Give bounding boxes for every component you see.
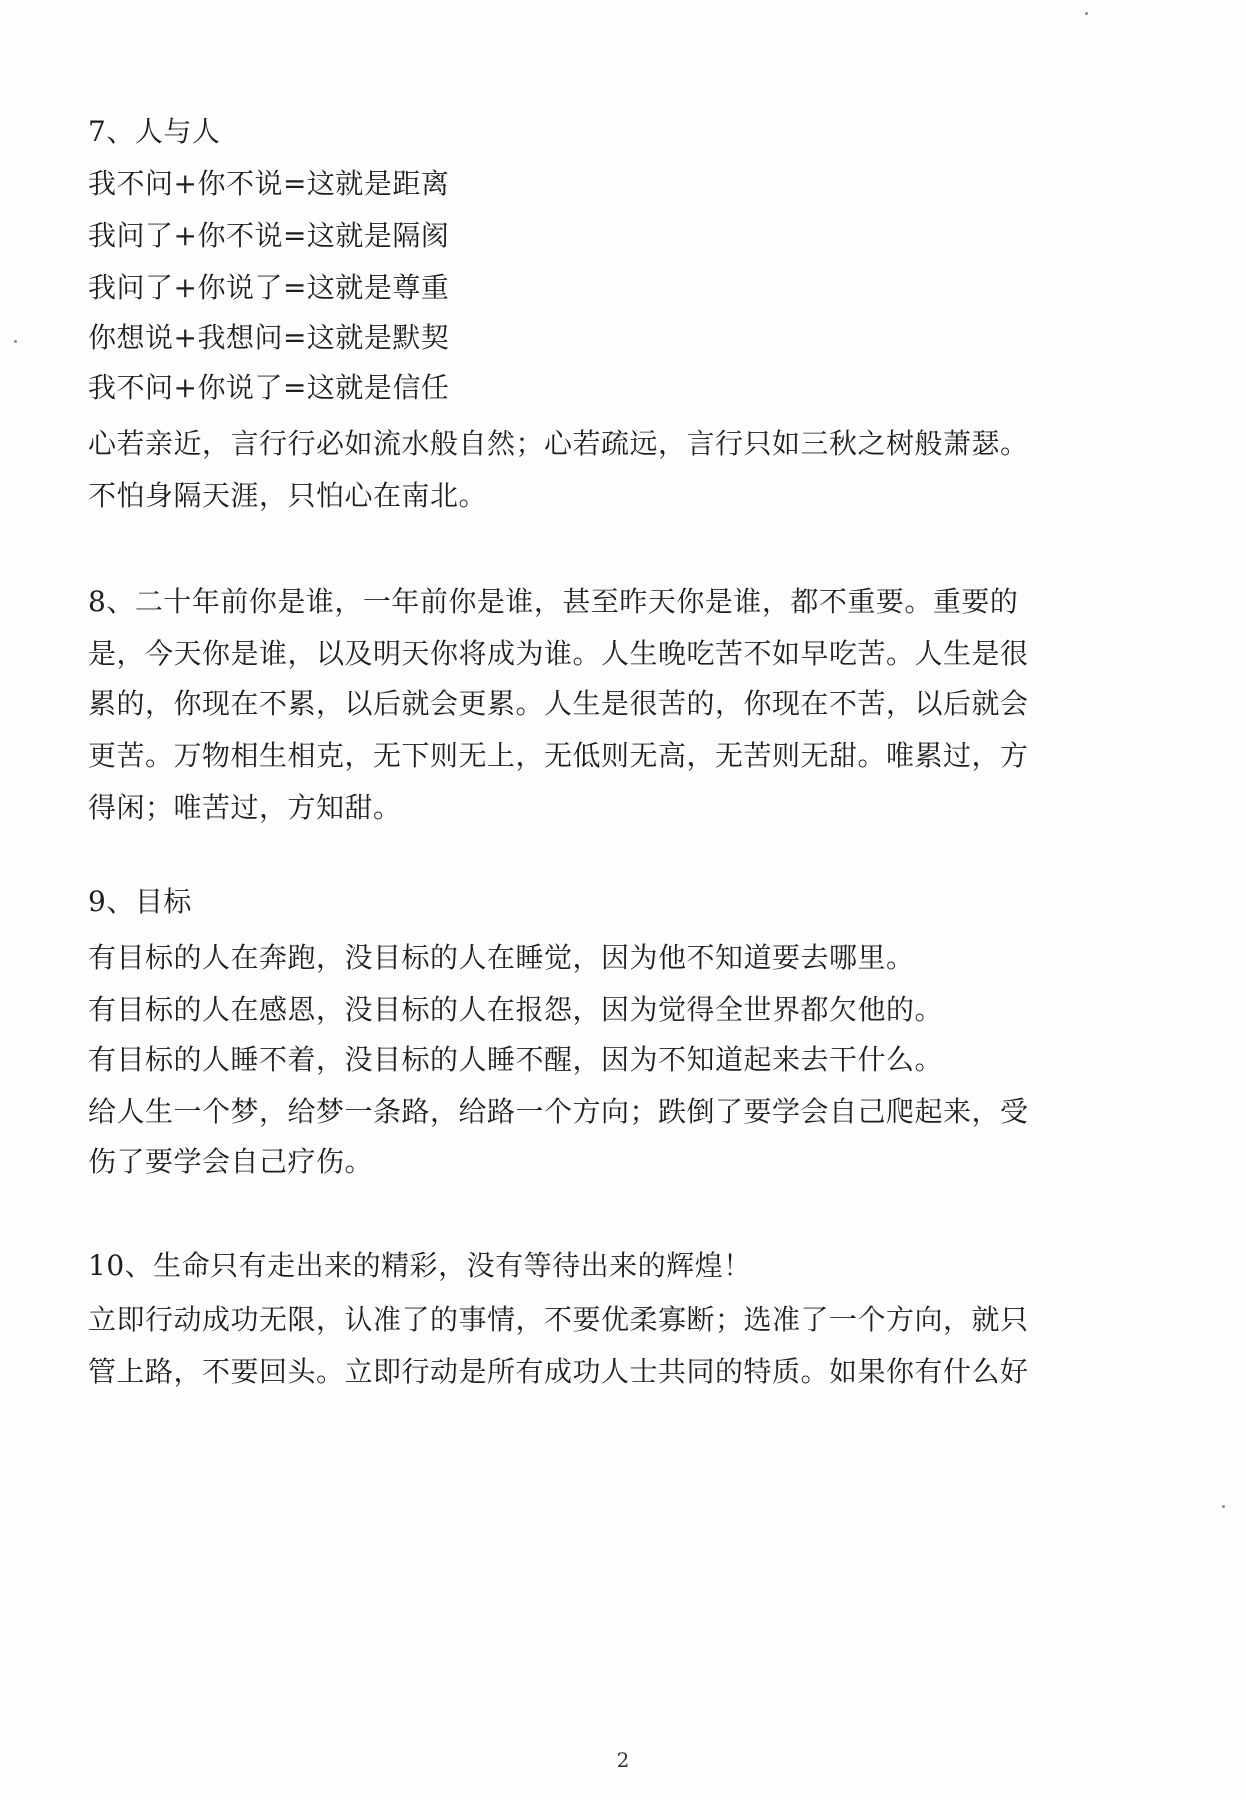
scan-speck (1085, 12, 1088, 15)
page-number: 2 (616, 1748, 630, 1772)
section-7-line: 心若亲近，言行行必如流水般自然；心若疏远，言行只如三秋之树般萧瑟。 (88, 427, 1029, 460)
section-10-line: 管上路，不要回头。立即行动是所有成功人士共同的特质。如果你有什么好 (88, 1355, 1029, 1388)
section-8-line: 累的，你现在不累，以后就会更累。人生是很苦的，你现在不苦，以后就会 (88, 687, 1029, 720)
scan-speck (1222, 1505, 1225, 1508)
section-10-heading: 10、生命只有走出来的精彩，没有等待出来的辉煌！ (88, 1249, 752, 1282)
section-10-line: 立即行动成功无限，认准了的事情，不要优柔寡断；选准了一个方向，就只 (88, 1303, 1029, 1336)
section-8-line: 得闲；唯苦过，方知甜。 (88, 791, 402, 824)
section-8-line: 更苦。万物相生相克，无下则无上，无低则无高，无苦则无甜。唯累过，方 (88, 739, 1029, 772)
scan-speck (14, 340, 17, 343)
section-9-line: 有目标的人睡不着，没目标的人睡不醒，因为不知道起来去干什么。 (88, 1043, 944, 1076)
section-8-line: 8、二十年前你是谁，一年前你是谁，甚至昨天你是谁，都不重要。重要的 (88, 585, 1019, 618)
section-9-line: 有目标的人在奔跑，没目标的人在睡觉，因为他不知道要去哪里。 (88, 941, 915, 974)
section-7-heading: 7、人与人 (88, 115, 221, 148)
section-9-line: 有目标的人在感恩，没目标的人在报怨，因为觉得全世界都欠他的。 (88, 993, 944, 1026)
section-7-line: 你想说+我想问=这就是默契 (88, 321, 450, 354)
section-7-line: 不怕身隔天涯，只怕心在南北。 (88, 479, 488, 512)
section-7-line: 我不问+你不说=这就是距离 (88, 167, 450, 200)
section-7-line: 我问了+你不说=这就是隔阂 (88, 219, 450, 252)
section-9-line: 伤了要学会自己疗伤。 (88, 1145, 374, 1178)
section-7-line: 我问了+你说了=这就是尊重 (88, 271, 450, 304)
section-7-line: 我不问+你说了=这就是信任 (88, 371, 450, 404)
section-9-line: 给人生一个梦，给梦一条路，给路一个方向；跌倒了要学会自己爬起来，受 (88, 1095, 1029, 1128)
section-9-heading: 9、目标 (88, 885, 192, 918)
section-8-line: 是，今天你是谁，以及明天你将成为谁。人生晚吃苦不如早吃苦。人生是很 (88, 637, 1029, 670)
